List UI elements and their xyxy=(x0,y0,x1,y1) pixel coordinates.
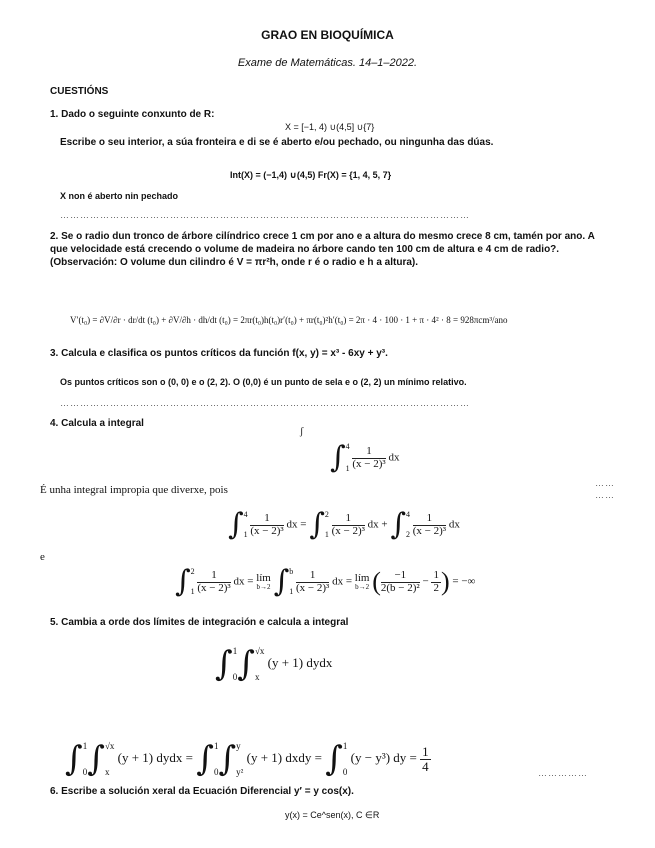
q4-corner-dots-1: …… xyxy=(595,478,615,488)
page-subtitle: Exame de Matemáticas. 14–1–2022. xyxy=(237,57,418,69)
q5-answer: ∫ 1 0 ∫ √x x (y + 1) dydx = ∫ 1 0 ∫ y y² (y + 1) dxdy = ∫ 1 0 (y − y³) dy = $\frac{1}{4}$ xyxy=(65,739,429,779)
q1-label: 1. Dado o seguinte conxunto de R: xyxy=(50,109,215,120)
q4-result: = −∞ xyxy=(452,575,476,588)
q3-label: 3. Calcula e clasifica os puntos críticos da función f(x, y) = x³ - 6xy + y³. xyxy=(50,348,388,359)
q5-label: 5. Cambia a orde dos límites de integración e calcula a integral xyxy=(50,617,349,628)
q3-answer: Os puntos críticos son o (0, 0) e o (2, 2). O (0,0) é un punto de sela e o (2, 2) un mínimo relativo. xyxy=(60,377,467,387)
q1-set: X = [−1, 4) ∪(4,5] ∪{7} xyxy=(285,122,375,132)
q5-integral: ∫ 1 0 ∫ √x x (y + 1) dydx xyxy=(215,644,333,684)
q4-answer-intro: É unha integral impropia que diverxe, pois xyxy=(40,484,228,496)
q4-corner-dots-2: …… xyxy=(595,490,615,500)
page-title: GRAO EN BIOQUÍMICA xyxy=(261,28,394,42)
q2-answer: V′(t₀) = ∂V/∂r · dr/dt (t₀) + ∂V/∂h · dh/dt (t₀) = 2πr(t₀)h(t₀)r′(t₀) + πr(t₀)²h′(t₀) = 2π · 4 · 100 · 1 + π · 4² · 8 = 928πcm³/ano xyxy=(70,315,508,325)
q5-short-dots: …………… xyxy=(538,768,588,778)
stray-mark: ʃ xyxy=(300,426,304,437)
q6-label: 6. Escribe a solución xeral da Ecuación Diferencial y′ = y cos(x). xyxy=(50,786,354,797)
q4-label: 4. Calcula a integral xyxy=(50,418,144,429)
q4-limit-equation: ∫ 2 1 $\frac{1}{\text{(x − 2)³}}$ dx = lím b→2 ∫ b 1 $\frac{1}{\text{(x − 2)³}}$ dx = lím b→2 ( $\frac{-1}{\text{2(b − 2)²}}$ − $\frac{1}{2}$ ) = −∞ xyxy=(175,564,476,599)
q4-split-equation: ∫ 4 1 $\frac{1}{\text{(x − 2)³}}$ dx = ∫ 2 1 $\frac{1}{\text{(x − 2)³}}$ dx + ∫ 4 2 $\frac{1}{\text{(x − 2)³}}$ dx xyxy=(228,507,460,542)
q4-conj: e xyxy=(40,551,45,563)
section-title: CUESTIÓNS xyxy=(50,86,109,97)
q4-integral: ∫ 4 1 $\frac{1}{\text{(x − 2)³}}$ dx xyxy=(330,440,400,475)
q1-prompt: Escribe o seu interior, a súa fronteira e di se é aberto e/ou pechado, ou ningunha das dúas. xyxy=(60,137,494,148)
q3-answer-line: …………………………………………………………………………………………………………… xyxy=(60,398,470,408)
q1-answer: Int(X) = (−1,4) ∪(4,5) Fr(X) = {1, 4, 5, 7} xyxy=(230,170,392,180)
q1-note: X non é aberto nin pechado xyxy=(60,191,179,201)
q2-label: 2. Se o radio dun tronco de árbore cilíndrico crece 1 cm por ano e a altura do mesmo crece 8 cm, tamén por ano. A que velocidade está crecendo o volume de madeira no árbore cando ten 100 cm de altura e 4 cm de radio?. (Observación: O volume dun cilindro é V = πr²h, onde r é o radio e h a altura). xyxy=(50,231,595,268)
q6-answer: y(x) = Ce^sen(x), C ∈R xyxy=(285,810,380,820)
q1-answer-line: …………………………………………………………………………………………………………… xyxy=(60,210,470,220)
